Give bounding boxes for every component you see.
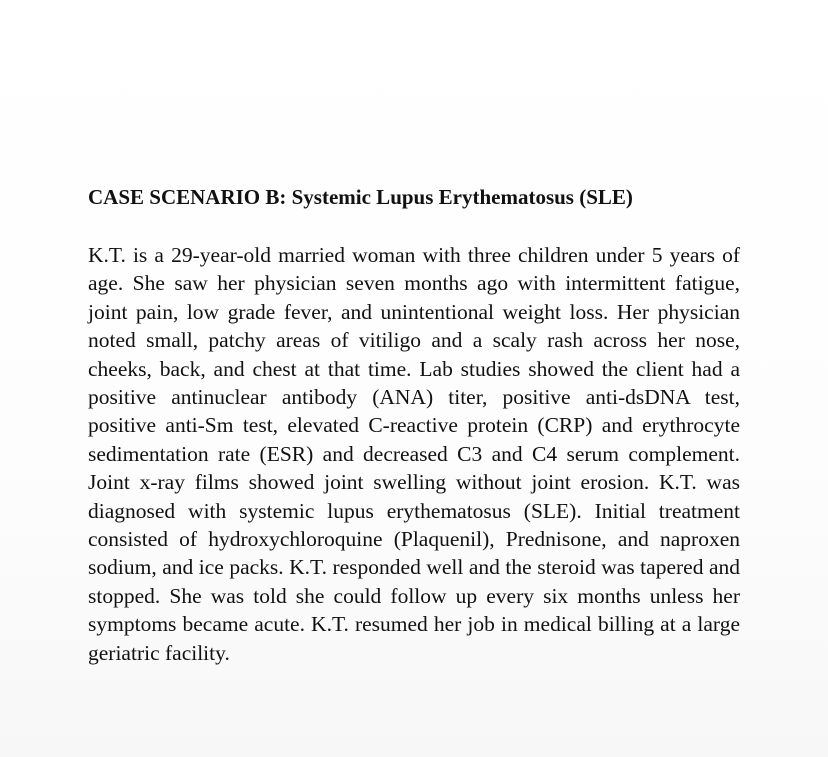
case-scenario-document xyxy=(88,183,740,667)
case-scenario-heading: CASE SCENARIO B: Systemic Lupus Erythematosus (SLE) xyxy=(88,185,633,209)
case-scenario-paragraph: K.T. is a 29-year-old married woman with three children under 5 years of age. She saw her physician seven months ago with intermittent fatigue, joint pain, low grade fever, and unintentional weight loss. Her physician noted small, patchy areas of vitiligo and a scaly rash across her nose, cheeks, back, and chest at that time. Lab studies showed the client had a positive antinuclear antibody (ANA) titer, positive anti-dsDNA test, positive anti-Sm test, elevated C-reactive protein (CRP) and erythrocyte sedimentation rate (ESR) and decreased C3 and C4 serum complement. Joint x-ray films showed joint swelling without joint erosion. K.T. was diagnosed with systemic lupus erythematosus (SLE). Initial treatment consisted of hydroxychloroquine (Plaquenil), Prednisone, and naproxen sodium, and ice packs. K.T. responded well and the steroid was tapered and stopped. She was told she could follow up every six months unless her symptoms became acute. K.T. resumed her job in medical billing at a large geriatric facility. xyxy=(88,243,740,665)
